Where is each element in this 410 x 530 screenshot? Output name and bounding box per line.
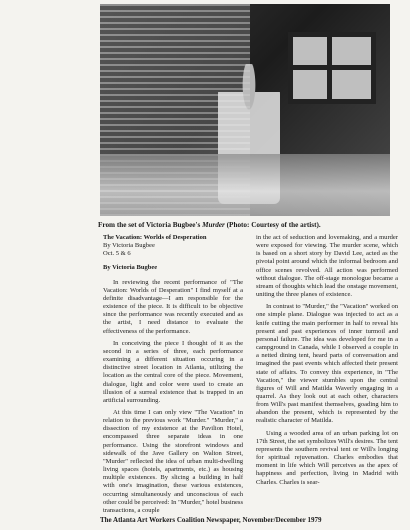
paragraph: In contrast to "Murder," the "Vacation" worked on one simple plane. Dialogue was injected to act as a knife cutting the main performer in half to reveal his present and past experiences of inner turmoil and personal failure. The idea was developed for me in a campground in Canada, while I observed a couple in a netted dining tent, heard parts of conversation and imagined the past events which affected their present state of affairs. To convey this experience, in "The Vacation," the viewer stumbles upon the central figures of Will and Matilda Waverly engaging in a quarrel. As they look out at each other, characters from Will's past manifest themselves, goading him to abandon the present, which is represented by the realistic character of Matilda. (256, 303, 398, 425)
paragraph: At this time I can only view "The Vacation" in relation to the previous work "Murder." "Murder," a dissection of my existence at the Pavilion Hotel, encompassed three separate ideas in one performance. Using the storefront windows and sidewalk of the Jave Gallery on Walton Street, "Murder" reflected the idea of urban multi-dwelling living spaces (hotels, apartments, etc.) as housing multiple existences. By slicing a building in half with one's imagination, these various existences, occurring simultaneously and unconscious of each other could be perceived: In "Murder," hotel business transactions, a couple (103, 408, 243, 514)
paragraph: In conceiving the piece I thought of it as the second in a series of three, each performance examining a different situation occuring in a distinctive street location in Atlanta, utilizing the location as the central core of the piece. Movement, dialogue, light and color were used to create an illusion of a surreal existence that is trapped in an artificial surrounding. (103, 339, 243, 404)
paragraph: In reviewing the recent performance of "The Vacation: Worlds of Desperation" I find myself at a definite disadvantage—I am responsible for the existence of the piece. It is difficult to be objective since the performance was recently executed and as the artist, I need distance to evaluate the effectiveness of the performance. (103, 278, 243, 335)
photo-window (288, 32, 376, 104)
review-dates: Oct. 5 & 6 (103, 250, 131, 258)
article-column-right (256, 234, 398, 487)
article-column-left (103, 234, 243, 515)
newspaper-footer: The Atlanta Art Workers Coalition Newspaper, November/December 1979 (100, 516, 322, 524)
review-byline: By Victoria Bugbee (103, 242, 155, 250)
performance-photo (100, 4, 390, 216)
photo-caption: From the set of Victoria Bugbee's Murder (Photo: Courtesy of the artist). (98, 221, 321, 229)
caption-title: Murder (202, 221, 225, 229)
paragraph: Using a wooded area of an urban parking lot on 17th Street, the set symbolizes Will's desires. The tent represents the southern revival tent or Will's longing for spiritual rejuvenation. Charles embodies that moment in life which Will perceives as the apex of happiness and perfection, living in Madrid with Charles. Charles is sear- (256, 429, 398, 486)
photo-bed (100, 154, 390, 216)
paragraph: in the act of seduction and lovemaking, and a murder were exposed for viewing. The murder scene, which is based on a short story by David Lee, acted as the pivotal point around which the informal bedroom and office scenes revolved. All action was performed without dialogue. The off-stage monologue became a stream of thoughts which lead the onstage movement, uniting the three planes of existence. (256, 234, 398, 299)
review-heading: The Vacation: Worlds of Desperation (103, 234, 207, 241)
review-author: By Victoria Bugbee (103, 264, 158, 272)
